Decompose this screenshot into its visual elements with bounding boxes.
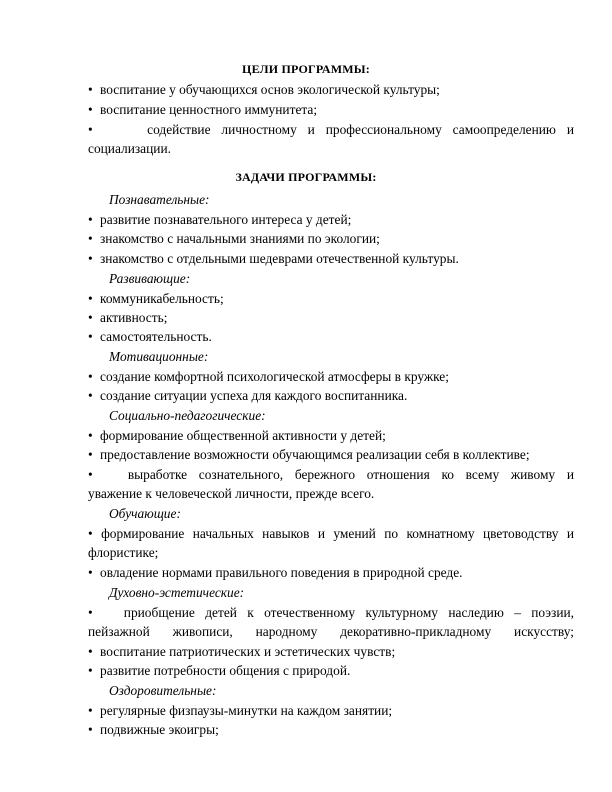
task-item: • формирование общественной активности у детей; bbox=[88, 428, 386, 443]
category-educational: Обучающие: bbox=[109, 506, 181, 521]
tasks-title: ЗАДАЧИ ПРОГРАММЫ: bbox=[235, 170, 377, 184]
task-item-continuation: уважение к человеческой личности, прежде всего. bbox=[88, 486, 375, 501]
task-item: • воспитание патриотических и эстетических чувств; bbox=[88, 644, 396, 659]
task-item: • развитие потребности общения с природой. bbox=[88, 663, 351, 678]
task-item: • регулярные физпаузы-минутки на каждом занятии; bbox=[88, 703, 393, 718]
task-item-continuation: флористике; bbox=[88, 545, 159, 560]
goal-item: • воспитание ценностного иммунитета; bbox=[88, 102, 318, 117]
task-item: • коммуникабельность; bbox=[88, 291, 224, 306]
task-item: • создание комфортной психологической атмосферы в кружке; bbox=[88, 369, 449, 384]
task-item: • приобщение детей к отечественному культурному наследию – поэзии, bbox=[88, 605, 574, 620]
task-item: • создание ситуации успеха для каждого воспитанника. bbox=[88, 388, 408, 403]
category-cognitive: Познавательные: bbox=[109, 192, 210, 207]
goal-item: • воспитание у обучающихся основ экологической культуры; bbox=[88, 82, 440, 97]
goals-title: ЦЕЛИ ПРОГРАММЫ: bbox=[242, 62, 370, 76]
task-item: • самостоятельность. bbox=[88, 329, 212, 344]
task-item: • знакомство с отдельными шедеврами отечественной культуры. bbox=[88, 251, 459, 266]
task-item: • развитие познавательного интереса у детей; bbox=[88, 212, 352, 227]
task-item: • предоставление возможности обучающимся реализации себя в коллективе; bbox=[88, 447, 530, 462]
task-item: • формирование начальных навыков и умений по комнатному цветоводству и bbox=[88, 526, 574, 541]
task-item: • подвижные экоигры; bbox=[88, 722, 219, 737]
task-item: • активность; bbox=[88, 310, 168, 325]
goal-item: • содействие личностному и профессиональному самоопределению и bbox=[88, 122, 574, 137]
category-motivational: Мотивационные: bbox=[109, 349, 209, 364]
category-aesthetic: Духовно-эстетические: bbox=[109, 585, 245, 600]
category-health: Оздоровительные: bbox=[109, 683, 217, 698]
task-item-continuation: пейзажной живописи, народному декоративно-прикладному искусству; bbox=[88, 624, 574, 639]
goal-item-continuation: социализации. bbox=[88, 141, 171, 156]
category-social: Социально-педагогические: bbox=[109, 408, 266, 423]
task-item: • овладение нормами правильного поведения в природной среде. bbox=[88, 565, 463, 580]
category-developing: Развивающие: bbox=[109, 271, 191, 286]
task-item: • знакомство с начальными знаниями по экологии; bbox=[88, 231, 380, 246]
task-item: • выработке сознательного, бережного отношения ко всему живому и bbox=[88, 467, 574, 482]
